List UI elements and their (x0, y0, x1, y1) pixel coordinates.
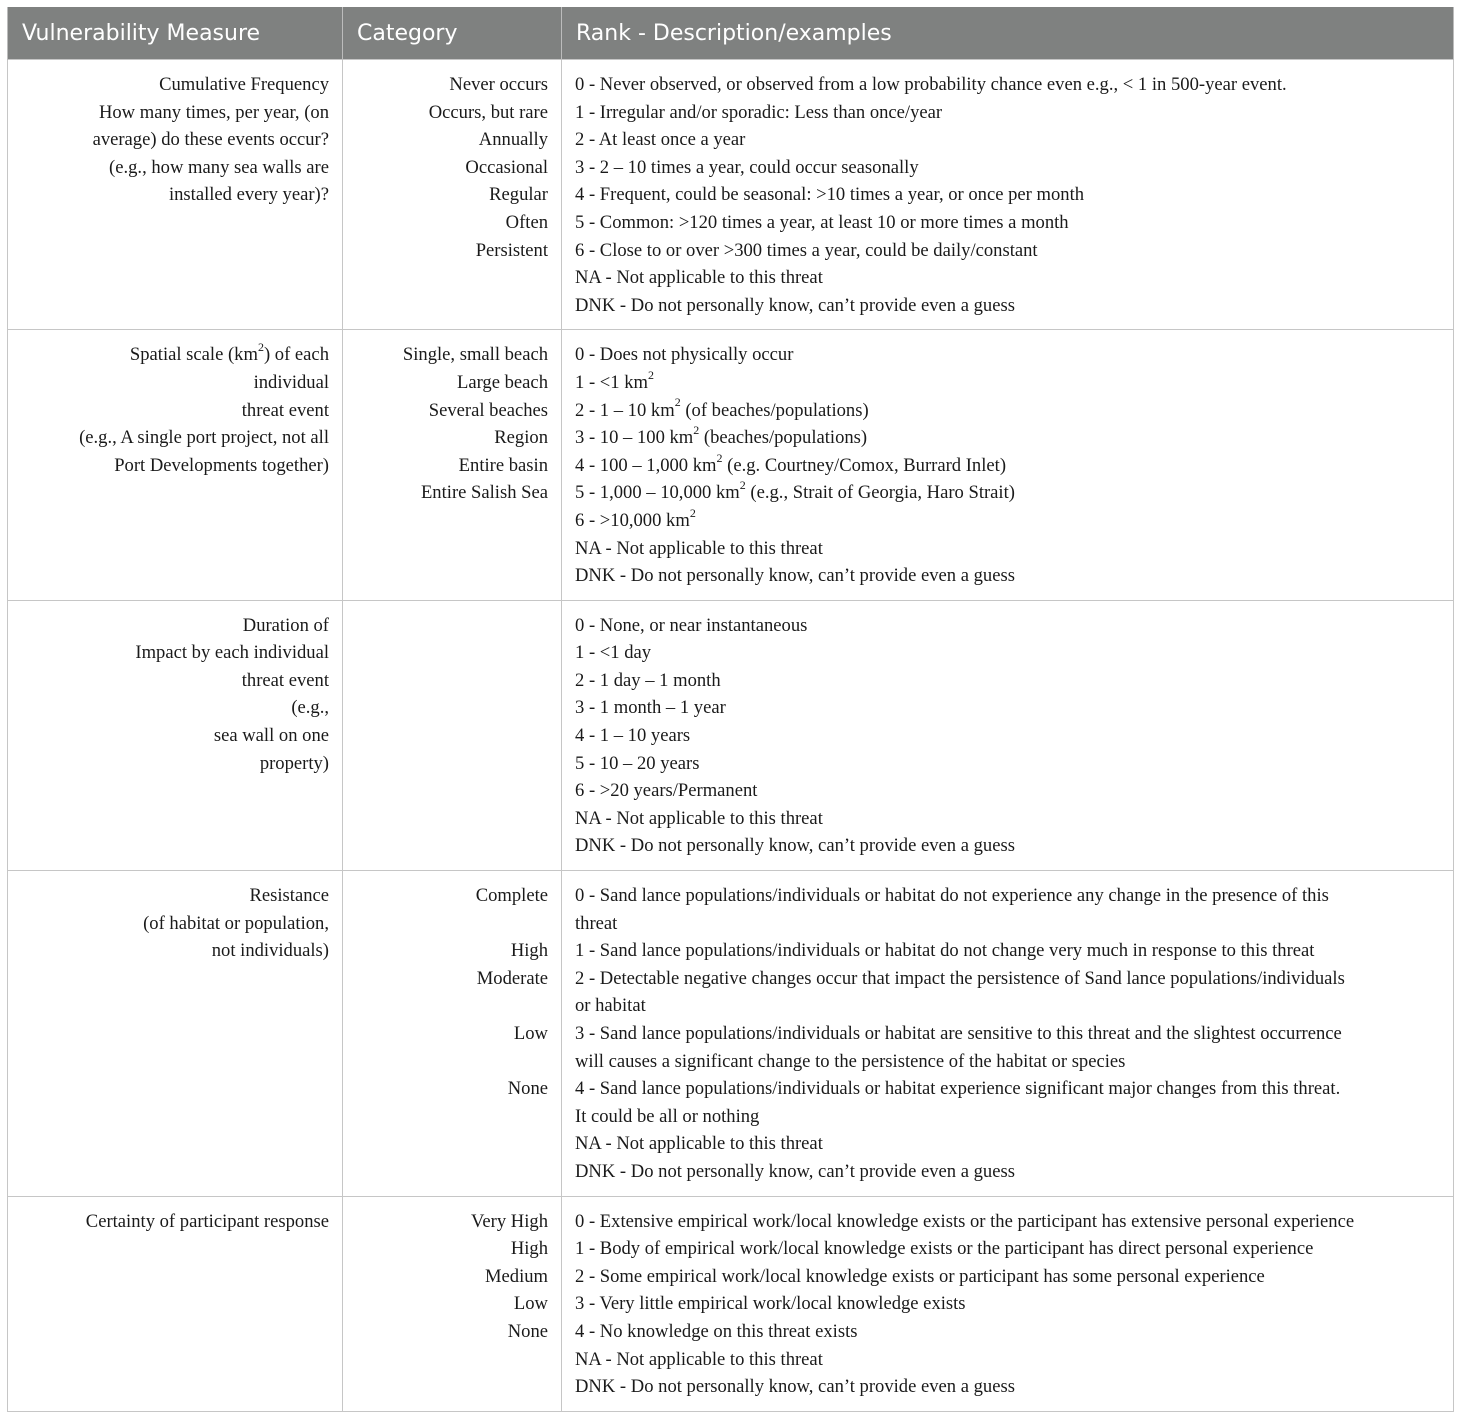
category-item: Entire basin (458, 454, 548, 476)
rank-text: 4 - 100 – 1,000 km (575, 454, 717, 476)
rank-item: 6 - Close to or over >300 times a year, could be daily/constant (575, 239, 1038, 261)
superscript: 2 (716, 450, 723, 465)
rank-item: NA - Not applicable to this threat (575, 537, 823, 559)
rank-item: 0 - Never observed, or observed from a low probability chance even e.g., < 1 in 500-year event. (575, 74, 1287, 95)
category-cell (343, 60, 562, 330)
category-cell (343, 871, 562, 1197)
rank-cell (562, 60, 1454, 330)
rank-item: 4 - Frequent, could be seasonal: >10 times a year, or once per month (575, 184, 1085, 206)
rank-item: NA - Not applicable to this threat (575, 267, 823, 289)
category-item: Complete (475, 885, 548, 907)
category-item: Region (494, 427, 548, 449)
rank-item: 1 - <1 day (575, 642, 652, 664)
superscript: 2 (693, 422, 700, 437)
superscript: 2 (674, 395, 681, 410)
rank-item: 1 - Irregular and/or sporadic: Less than once/year (575, 101, 943, 123)
rank-item: 1 - Sand lance populations/individuals or habitat do not change very much in response to this threat (575, 940, 1315, 962)
rank-item: or habitat (575, 995, 646, 1017)
category-item: Moderate (476, 967, 548, 989)
rank-item: 4 - 1 – 10 years (575, 725, 691, 747)
measure-cell (8, 1196, 343, 1411)
measure-line: Certainty of participant response (85, 1210, 329, 1232)
rank-cell (562, 871, 1454, 1197)
category-item: Low (513, 1293, 548, 1315)
measure-cell (8, 330, 343, 600)
table-row-duration-of-impact (8, 600, 1454, 870)
table-row-cumulative-frequency (8, 60, 1454, 330)
rank-item: 6 - >20 years/Permanent (575, 780, 758, 802)
superscript: 2 (257, 340, 264, 355)
rank-item: 0 - Sand lance populations/individuals or habitat do not experience any change in the presence of this (575, 885, 1329, 907)
category-item: High (510, 1238, 548, 1260)
category-item: Annually (478, 129, 548, 151)
measure-line: Duration of (242, 614, 329, 636)
rank-item: DNK - Do not personally know, can’t provide even a guess (575, 835, 1015, 857)
rank-text: 1 - <1 km (575, 371, 648, 393)
rank-item: 1 - Body of empirical work/local knowledge exists or the participant has direct personal experience (575, 1238, 1314, 1260)
rank-item: 0 - Extensive empirical work/local knowledge exists or the participant has extensive personal experience (575, 1210, 1355, 1232)
rank-text: (e.g. Courtney/Comox, Burrard Inlet) (722, 454, 1007, 476)
measure-cell (8, 871, 343, 1197)
rank-item: 2 - 1 day – 1 month (575, 669, 721, 691)
rank-item (575, 369, 1440, 397)
rank-item (575, 479, 1440, 507)
rank-item (575, 507, 1440, 535)
superscript: 2 (689, 505, 696, 520)
measure-line: individual (253, 371, 329, 393)
category-spacer (356, 992, 548, 1020)
category-item: None (507, 1320, 548, 1342)
rank-item: DNK - Do not personally know, can’t provide even a guess (575, 1160, 1015, 1182)
category-item: Entire Salish Sea (420, 482, 548, 504)
measure-line: installed every year)? (168, 184, 329, 206)
measure-line: property) (259, 752, 329, 774)
rank-item: 2 - Detectable negative changes occur that impact the persistence of Sand lance populations/individuals (575, 967, 1345, 989)
measure-line: average) do these events occur? (92, 129, 329, 151)
superscript: 2 (647, 367, 654, 382)
header-row (8, 7, 1454, 60)
rank-item (575, 397, 1440, 425)
category-item: Never occurs (449, 74, 548, 95)
rank-item: It could be all or nothing (575, 1105, 760, 1127)
measure-line: threat event (241, 399, 329, 421)
rank-item: 3 - Sand lance populations/individuals or habitat are sensitive to this threat and the slightest occurrence (575, 1023, 1342, 1044)
rank-item: 3 - 1 month – 1 year (575, 697, 726, 719)
category-item: Very High (471, 1210, 548, 1232)
category-item: Often (505, 211, 548, 233)
category-item: None (507, 1078, 548, 1100)
category-item: Low (513, 1023, 548, 1044)
rank-item: NA - Not applicable to this threat (575, 1348, 823, 1370)
rank-item: DNK - Do not personally know, can’t provide even a guess (575, 294, 1015, 316)
rank-text: (e.g., Strait of Georgia, Haro Strait) (745, 482, 1015, 504)
superscript: 2 (739, 478, 746, 493)
table-row-resistance (8, 871, 1454, 1197)
measure-text: Spatial scale (km (129, 344, 258, 366)
measure-line: Cumulative Frequency (159, 74, 329, 95)
category-cell (343, 330, 562, 600)
table-row-spatial-scale (8, 330, 1454, 600)
measure-line: sea wall on one (213, 725, 329, 747)
header-category: Category (343, 7, 562, 60)
rank-text: (of beaches/populations) (680, 399, 869, 421)
category-item: Regular (489, 184, 548, 206)
category-item: Medium (484, 1265, 548, 1287)
rank-item: 0 - Does not physically occur (575, 344, 794, 366)
rank-text: (beaches/populations) (699, 427, 868, 449)
table-row-certainty (8, 1196, 1454, 1411)
measure-line: How many times, per year, (on (98, 101, 329, 123)
measure-line: Port Developments together) (114, 454, 329, 476)
rank-item: 2 - At least once a year (575, 129, 746, 151)
measure-line: (e.g., A single port project, not all (79, 427, 329, 449)
header-rank-description: Rank - Description/examples (562, 7, 1454, 60)
measure-line: (e.g., (291, 697, 329, 719)
rank-item: DNK - Do not personally know, can’t provide even a guess (575, 565, 1015, 587)
category-item: Several beaches (428, 399, 548, 421)
category-item: High (510, 940, 548, 962)
header-vulnerability-measure: Vulnerability Measure (8, 7, 343, 60)
rank-item: NA - Not applicable to this threat (575, 807, 823, 829)
rank-item: DNK - Do not personally know, can’t provide even a guess (575, 1376, 1015, 1398)
rank-item: threat (575, 912, 618, 934)
rank-item: 0 - None, or near instantaneous (575, 614, 808, 636)
measure-line: threat event (241, 669, 329, 691)
category-item: Large beach (456, 371, 548, 393)
category-item: Occurs, but rare (428, 101, 548, 123)
rank-item (575, 452, 1440, 480)
rank-item: 4 - Sand lance populations/individuals or habitat experience significant major changes from this threat. (575, 1078, 1341, 1100)
rank-text: 5 - 1,000 – 10,000 km (575, 482, 740, 504)
rank-cell (562, 1196, 1454, 1411)
measure-line: Resistance (249, 885, 329, 907)
category-item: Persistent (475, 239, 548, 261)
rank-text: 6 - >10,000 km (575, 509, 690, 531)
category-spacer (356, 1048, 548, 1076)
measure-line: (of habitat or population, (143, 912, 329, 934)
category-cell (343, 1196, 562, 1411)
measure-text: ) of each (263, 344, 329, 366)
rank-cell (562, 600, 1454, 870)
category-item: Single, small beach (402, 344, 548, 366)
category-cell (343, 600, 562, 870)
category-item: Occasional (465, 156, 548, 178)
rank-item: 5 - 10 – 20 years (575, 752, 700, 774)
rank-item (575, 424, 1440, 452)
vulnerability-table (7, 7, 1454, 1412)
rank-item: 2 - Some empirical work/local knowledge exists or participant has some personal experience (575, 1265, 1265, 1287)
rank-item: 5 - Common: >120 times a year, at least 10 or more times a month (575, 211, 1069, 233)
measure-cell (8, 600, 343, 870)
measure-cell (8, 60, 343, 330)
rank-item: 3 - Very little empirical work/local knowledge exists (575, 1293, 966, 1315)
category-spacer (356, 910, 548, 938)
measure-line: (e.g., how many sea walls are (109, 156, 329, 178)
rank-cell (562, 330, 1454, 600)
rank-item: NA - Not applicable to this threat (575, 1133, 823, 1155)
rank-text: 3 - 10 – 100 km (575, 427, 694, 449)
rank-text: 2 - 1 – 10 km (575, 399, 675, 421)
measure-line: Impact by each individual (135, 642, 329, 664)
rank-item: will causes a significant change to the persistence of the habitat or species (575, 1050, 1126, 1072)
measure-line: not individuals) (211, 940, 329, 962)
measure-line (21, 341, 329, 369)
rank-item: 3 - 2 – 10 times a year, could occur seasonally (575, 156, 919, 178)
rank-item: 4 - No knowledge on this threat exists (575, 1320, 858, 1342)
